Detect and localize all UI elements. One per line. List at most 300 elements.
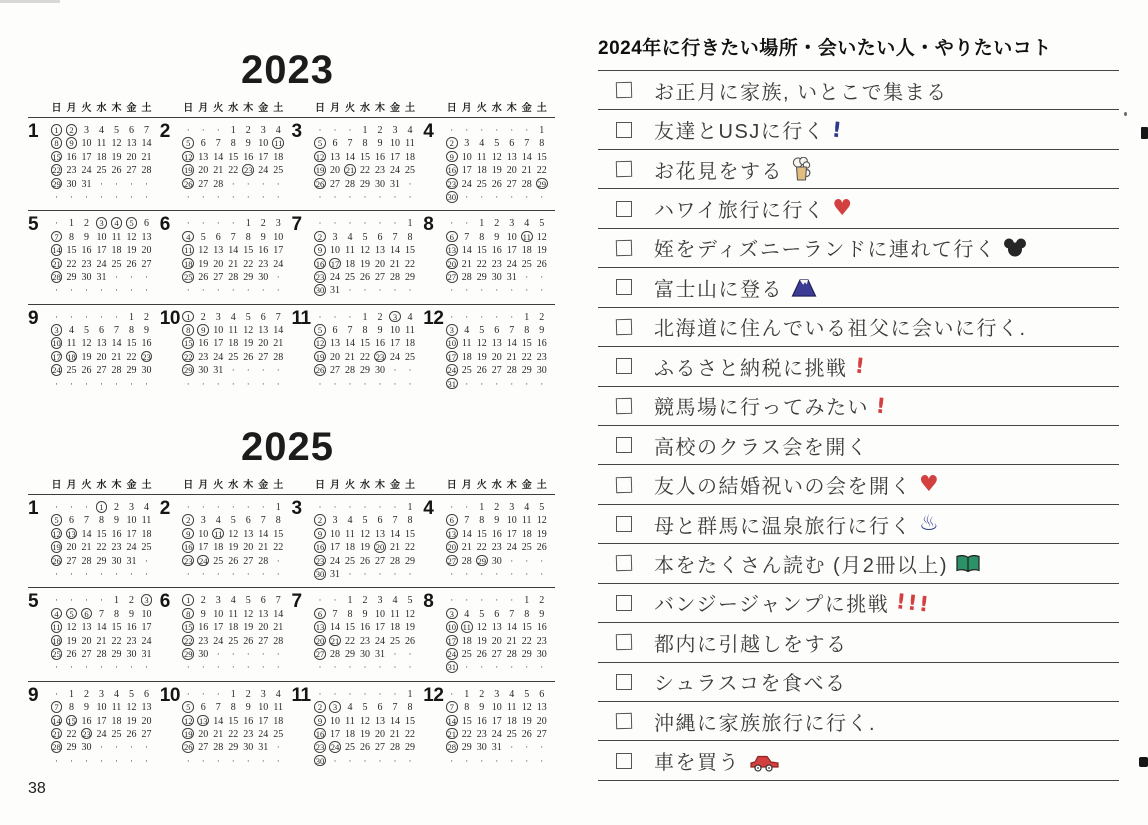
day-cell-circled (181, 528, 196, 541)
day-cell: 12 (360, 715, 370, 727)
day-cell: 1 (362, 311, 368, 323)
day-cell-circled (241, 164, 256, 177)
holiday-circle: 9 (446, 151, 458, 163)
day-cell: 28 (330, 648, 340, 660)
day-cell: 13 (258, 325, 269, 337)
day-cell: 15 (476, 245, 487, 257)
empty-day-dot: · (480, 311, 484, 322)
holiday-circle: 24 (447, 365, 457, 376)
empty-day-dot: · (231, 191, 235, 202)
month-grid (313, 594, 418, 674)
day-cell: 29 (360, 365, 370, 377)
day-cell: 15 (405, 245, 415, 257)
todo-row (598, 150, 1119, 189)
holiday-circle: 16 (315, 542, 325, 553)
month-number: 9 (28, 307, 39, 329)
todo-row (598, 623, 1119, 662)
day-cell: 28 (228, 271, 239, 283)
todo-checkbox[interactable] (616, 201, 632, 217)
day-cell-circled (64, 608, 79, 621)
day-cell: 18 (345, 258, 355, 270)
day-cell: 21 (228, 258, 239, 270)
day-cell: 4 (230, 595, 236, 607)
day-cell: 20 (258, 622, 269, 634)
day-cell: 2 (539, 595, 545, 607)
day-cell: 4 (230, 311, 236, 323)
holiday-circle: 17 (52, 351, 61, 362)
day-cell-circled (49, 364, 64, 377)
todo-checkbox[interactable] (616, 319, 632, 335)
day-cell: 26 (405, 635, 415, 647)
day-cell: 2 (362, 595, 368, 607)
empty-day-dot: · (100, 595, 103, 606)
empty-day-dot: · (130, 285, 133, 296)
month-grid (444, 688, 549, 768)
day-cell: 26 (243, 351, 254, 363)
day-cell: 7 (524, 138, 530, 150)
day-cell: 6 (377, 702, 383, 714)
day-cell: 18 (96, 151, 107, 163)
day-cell: 23 (476, 728, 487, 740)
month-grid (444, 124, 549, 204)
holiday-circle: 17 (330, 258, 340, 269)
empty-day-dot: · (70, 191, 73, 202)
day-cell: 14 (213, 715, 224, 727)
empty-day-dot: · (186, 662, 190, 673)
empty-day-dot: · (510, 555, 514, 566)
day-cell: 9 (144, 325, 149, 337)
day-cell: 1 (407, 688, 413, 700)
holiday-circle: 3 (96, 217, 108, 229)
holiday-circle: 17 (447, 351, 457, 362)
day-cell: 26 (491, 178, 502, 190)
day-cell: 14 (141, 138, 152, 150)
empty-day-dot: · (378, 662, 382, 673)
empty-day-dot: · (55, 568, 58, 579)
day-cell: 7 (347, 325, 353, 337)
empty-day-dot: · (510, 742, 514, 753)
empty-day-dot: · (363, 502, 367, 513)
month-5 (28, 591, 160, 674)
day-cell: 7 (464, 231, 470, 243)
day-cell: 26 (81, 365, 92, 377)
empty-day-dot: · (348, 568, 352, 579)
day-cell: 30 (375, 365, 385, 377)
holiday-circle: 4 (51, 608, 63, 620)
day-cell: 5 (539, 502, 545, 514)
holiday-circle: 2 (314, 514, 326, 526)
day-cell: 17 (81, 151, 92, 163)
holiday-circle: 1 (182, 311, 194, 323)
weekday-label: 日 (315, 103, 325, 114)
empty-day-dot: · (510, 191, 514, 202)
holiday-circle: 5 (314, 324, 326, 336)
day-cell-circled (49, 514, 64, 527)
holiday-circle: 6 (446, 231, 458, 243)
day-cell: 12 (521, 702, 532, 714)
day-cell: 10 (213, 325, 224, 337)
day-cell: 25 (476, 178, 487, 190)
day-cell: 25 (96, 165, 107, 177)
month-number: 10 (159, 684, 180, 706)
day-cell: 13 (536, 702, 547, 714)
month-grid (313, 217, 418, 297)
month-10 (159, 307, 292, 391)
holiday-circle: 29 (183, 365, 193, 376)
day-cell: 23 (66, 165, 77, 177)
day-cell: 23 (198, 351, 209, 363)
empty-day-dot: · (408, 191, 412, 202)
day-cell: 16 (66, 151, 77, 163)
holiday-circle: 29 (477, 555, 487, 566)
holiday-circle: 20 (375, 542, 385, 553)
empty-day-dot: · (145, 271, 148, 282)
day-cell: 1 (407, 502, 413, 514)
day-cell: 15 (345, 622, 355, 634)
scan-speck (1139, 757, 1148, 767)
empty-day-dot: · (261, 502, 265, 513)
holiday-circle: 21 (330, 635, 340, 646)
empty-day-dot: · (465, 125, 469, 135)
empty-day-dot: · (318, 191, 322, 202)
empty-day-dot: · (276, 555, 280, 566)
weekday-label: 火 (476, 480, 487, 492)
day-cell-circled (313, 271, 328, 284)
todo-checkbox[interactable] (616, 240, 632, 256)
day-cell: 14 (330, 622, 340, 634)
day-cell-circled (313, 137, 328, 150)
day-cell: 15 (521, 338, 532, 350)
empty-day-dot: · (450, 688, 454, 699)
empty-day-dot: · (201, 755, 205, 766)
month-grid (49, 217, 154, 297)
month-number: 1 (28, 498, 39, 520)
day-cell: 20 (66, 542, 77, 554)
todo-checkbox[interactable] (616, 713, 632, 729)
day-cell: 13 (330, 151, 340, 163)
day-cell: 21 (273, 622, 284, 634)
day-cell: 7 (509, 325, 515, 337)
empty-day-dot: · (510, 311, 514, 322)
day-cell-circled (49, 635, 64, 648)
day-cell: 3 (494, 688, 500, 700)
holiday-circle: 26 (315, 365, 325, 376)
month-9 (28, 307, 160, 391)
day-cell: 17 (330, 728, 340, 740)
day-cell: 20 (198, 165, 209, 177)
holiday-circle: 16 (447, 165, 457, 176)
heart-icon: ♥ (919, 471, 939, 497)
day-cell: 23 (536, 635, 547, 647)
day-cell: 19 (228, 542, 239, 554)
month-number: 3 (291, 498, 302, 520)
day-cell: 16 (375, 151, 385, 163)
day-cell: 14 (521, 151, 532, 163)
day-cell: 22 (360, 165, 370, 177)
empty-day-dot: · (231, 502, 235, 513)
empty-day-dot: · (525, 755, 529, 766)
month-row (28, 588, 555, 681)
day-cell: 12 (360, 245, 370, 257)
day-cell: 18 (405, 338, 415, 350)
day-cell: 7 (260, 515, 266, 527)
day-cell: 6 (129, 125, 134, 136)
empty-day-dot: · (393, 662, 397, 673)
holiday-circle: 23 (183, 555, 193, 566)
day-cell: 14 (111, 338, 122, 350)
todo-checkbox[interactable] (616, 82, 632, 98)
empty-day-dot: · (231, 755, 235, 766)
day-cell-circled (313, 541, 328, 554)
empty-day-dot: · (246, 285, 250, 296)
holiday-circle: 26 (52, 555, 61, 566)
todo-row (598, 465, 1119, 504)
day-cell-circled (444, 271, 459, 284)
day-cell: 9 (84, 231, 89, 243)
day-cell: 23 (375, 165, 385, 177)
day-cell: 27 (375, 271, 385, 283)
todo-list (598, 70, 1119, 781)
day-cell: 25 (461, 365, 472, 377)
day-cell: 28 (345, 178, 355, 190)
day-cell: 7 (215, 138, 221, 150)
day-cell: 23 (491, 258, 502, 270)
month-number: 5 (28, 214, 39, 236)
day-cell: 5 (114, 125, 119, 136)
day-cell: 28 (506, 365, 517, 377)
todo-checkbox[interactable] (616, 753, 632, 769)
day-cell: 9 (479, 702, 485, 714)
weekday-header (292, 99, 424, 114)
todo-checkbox[interactable] (616, 516, 632, 532)
day-cell: 29 (111, 648, 122, 660)
day-cell-circled (444, 337, 459, 350)
month-number: 4 (423, 498, 434, 520)
day-cell: 10 (213, 608, 224, 620)
day-cell: 16 (81, 245, 92, 257)
day-cell: 9 (362, 608, 368, 620)
page-number-left: 38 (28, 780, 46, 797)
day-cell: 12 (405, 608, 415, 620)
day-cell-circled (328, 258, 343, 271)
holiday-circle: 8 (182, 608, 194, 620)
day-cell: 1 (539, 125, 545, 136)
day-cell: 29 (476, 271, 487, 283)
year-title-2023: 2023 (241, 48, 334, 92)
day-cell: 11 (405, 325, 415, 337)
todo-checkbox[interactable] (616, 398, 632, 414)
holiday-circle: 5 (182, 137, 194, 149)
day-cell: 8 (407, 515, 413, 527)
empty-day-dot: · (55, 285, 58, 296)
day-cell: 12 (198, 245, 209, 257)
todo-checkbox[interactable] (616, 161, 632, 177)
day-cell-circled (49, 337, 64, 350)
day-cell-circled (181, 741, 196, 754)
day-cell: 16 (476, 715, 487, 727)
day-cell: 23 (198, 635, 209, 647)
day-cell: 2 (479, 688, 485, 700)
day-cell: 16 (375, 338, 385, 350)
empty-day-dot: · (480, 191, 484, 202)
day-cell: 26 (536, 258, 547, 270)
day-cell: 21 (213, 165, 224, 177)
empty-day-dot: · (216, 191, 220, 202)
weekday-label: 金 (521, 103, 532, 114)
empty-day-dot: · (480, 285, 484, 296)
day-cell-circled (94, 501, 109, 514)
empty-day-dot: · (333, 125, 337, 135)
todo-checkbox[interactable] (616, 437, 632, 453)
day-cell: 4 (99, 125, 104, 136)
day-cell: 9 (84, 702, 89, 714)
day-cell-circled (181, 728, 196, 741)
empty-day-dot: · (70, 755, 73, 766)
empty-day-dot: · (276, 378, 280, 389)
todo-checkbox[interactable] (616, 674, 632, 690)
weekday-label: 木 (111, 480, 122, 492)
month-grid (181, 501, 286, 581)
day-cell-circled (181, 151, 196, 164)
day-cell: 6 (377, 515, 383, 527)
day-cell: 27 (198, 742, 209, 754)
day-cell: 29 (521, 365, 532, 377)
holiday-circle: 28 (52, 271, 61, 282)
day-cell: 20 (141, 715, 152, 727)
weekday-label: 土 (405, 103, 415, 114)
day-cell: 6 (144, 688, 149, 700)
empty-day-dot: · (408, 285, 412, 296)
weekday-label: 木 (375, 480, 385, 492)
empty-day-dot: · (276, 755, 280, 766)
todo-item-text: 本をたくさん読む (月2冊以上) (654, 554, 948, 577)
month-row (28, 305, 555, 397)
todo-checkbox[interactable] (616, 358, 632, 374)
day-cell: 28 (213, 742, 224, 754)
empty-day-dot: · (348, 218, 352, 229)
todo-checkbox[interactable] (616, 595, 632, 611)
todo-checkbox[interactable] (616, 555, 632, 571)
empty-day-dot: · (495, 125, 499, 135)
weekday-label: 火 (213, 103, 224, 114)
day-cell: 11 (345, 245, 355, 257)
holiday-circle: 19 (183, 165, 193, 176)
day-cell: 17 (375, 622, 385, 634)
empty-day-dot: · (246, 365, 250, 376)
day-cell: 19 (491, 165, 502, 177)
day-cell: 10 (491, 702, 502, 714)
todo-checkbox[interactable] (616, 122, 632, 138)
day-cell: 2 (114, 502, 119, 514)
empty-day-dot: · (540, 191, 544, 202)
holiday-circle: 27 (315, 648, 325, 659)
holiday-circle: 24 (52, 365, 61, 376)
holiday-circle: 13 (198, 715, 208, 726)
day-cell: 9 (377, 325, 383, 337)
empty-day-dot: · (261, 648, 265, 659)
day-cell: 7 (275, 311, 281, 323)
weekday-header-row (28, 99, 555, 118)
todo-item-text: 友達とUSJに行く (654, 121, 826, 144)
month-7 (291, 591, 424, 674)
month-number: 9 (28, 684, 39, 706)
weekday-label: 土 (273, 480, 284, 492)
empty-day-dot: · (333, 755, 337, 766)
holiday-circle: 7 (446, 701, 458, 713)
day-cell: 8 (524, 608, 530, 620)
day-cell: 17 (330, 542, 340, 554)
todo-checkbox[interactable] (616, 634, 632, 650)
day-cell: 22 (111, 635, 122, 647)
empty-day-dot: · (85, 755, 88, 766)
holiday-circle: 11 (522, 231, 531, 242)
day-cell: 28 (461, 555, 472, 567)
day-cell: 12 (81, 338, 92, 350)
holiday-circle: 6 (314, 608, 326, 620)
empty-day-dot: · (276, 285, 280, 296)
month-grid (181, 124, 286, 204)
holiday-circle: 23 (142, 351, 151, 362)
day-cell: 28 (390, 742, 400, 754)
day-cell: 22 (476, 542, 487, 554)
page-title: 2024年に行きたい場所・会いたい人・やりたいコト (598, 38, 1052, 59)
day-cell: 22 (521, 351, 532, 363)
todo-checkbox[interactable] (616, 476, 632, 492)
weekday-label: 火 (213, 480, 224, 492)
day-cell: 21 (81, 542, 92, 554)
day-cell: 27 (126, 165, 137, 177)
day-cell: 1 (230, 125, 236, 136)
day-cell: 3 (215, 595, 221, 607)
empty-day-dot: · (115, 271, 118, 282)
day-cell: 9 (494, 515, 500, 527)
day-cell: 24 (390, 165, 400, 177)
day-cell: 17 (96, 715, 107, 727)
day-cell: 11 (461, 338, 472, 350)
day-cell: 4 (347, 515, 353, 527)
day-cell: 26 (476, 365, 487, 377)
day-cell: 8 (114, 608, 119, 620)
day-cell: 6 (215, 231, 221, 243)
empty-day-dot: · (510, 285, 514, 296)
day-cell: 8 (464, 702, 470, 714)
day-cell: 17 (258, 151, 269, 163)
month-11 (291, 684, 424, 768)
day-cell: 6 (494, 325, 500, 337)
day-cell: 28 (213, 178, 224, 190)
day-cell-circled (181, 178, 196, 191)
empty-day-dot: · (70, 595, 73, 606)
day-cell: 19 (521, 715, 532, 727)
empty-day-dot: · (408, 365, 412, 376)
day-cell: 6 (332, 138, 338, 150)
day-cell-circled (444, 621, 459, 634)
day-cell: 16 (536, 338, 547, 350)
day-cell: 10 (96, 702, 107, 714)
day-cell: 1 (407, 218, 413, 230)
todo-checkbox[interactable] (616, 279, 632, 295)
empty-day-dot: · (145, 285, 148, 296)
empty-day-dot: · (525, 271, 529, 282)
empty-day-dot: · (495, 285, 499, 296)
weekday-label: 火 (81, 480, 92, 492)
day-cell: 18 (476, 165, 487, 177)
day-cell: 21 (390, 258, 400, 270)
weekday-label: 土 (141, 103, 152, 114)
day-cell-circled (313, 528, 328, 541)
day-cell: 10 (126, 515, 137, 527)
day-cell-circled (343, 164, 358, 177)
